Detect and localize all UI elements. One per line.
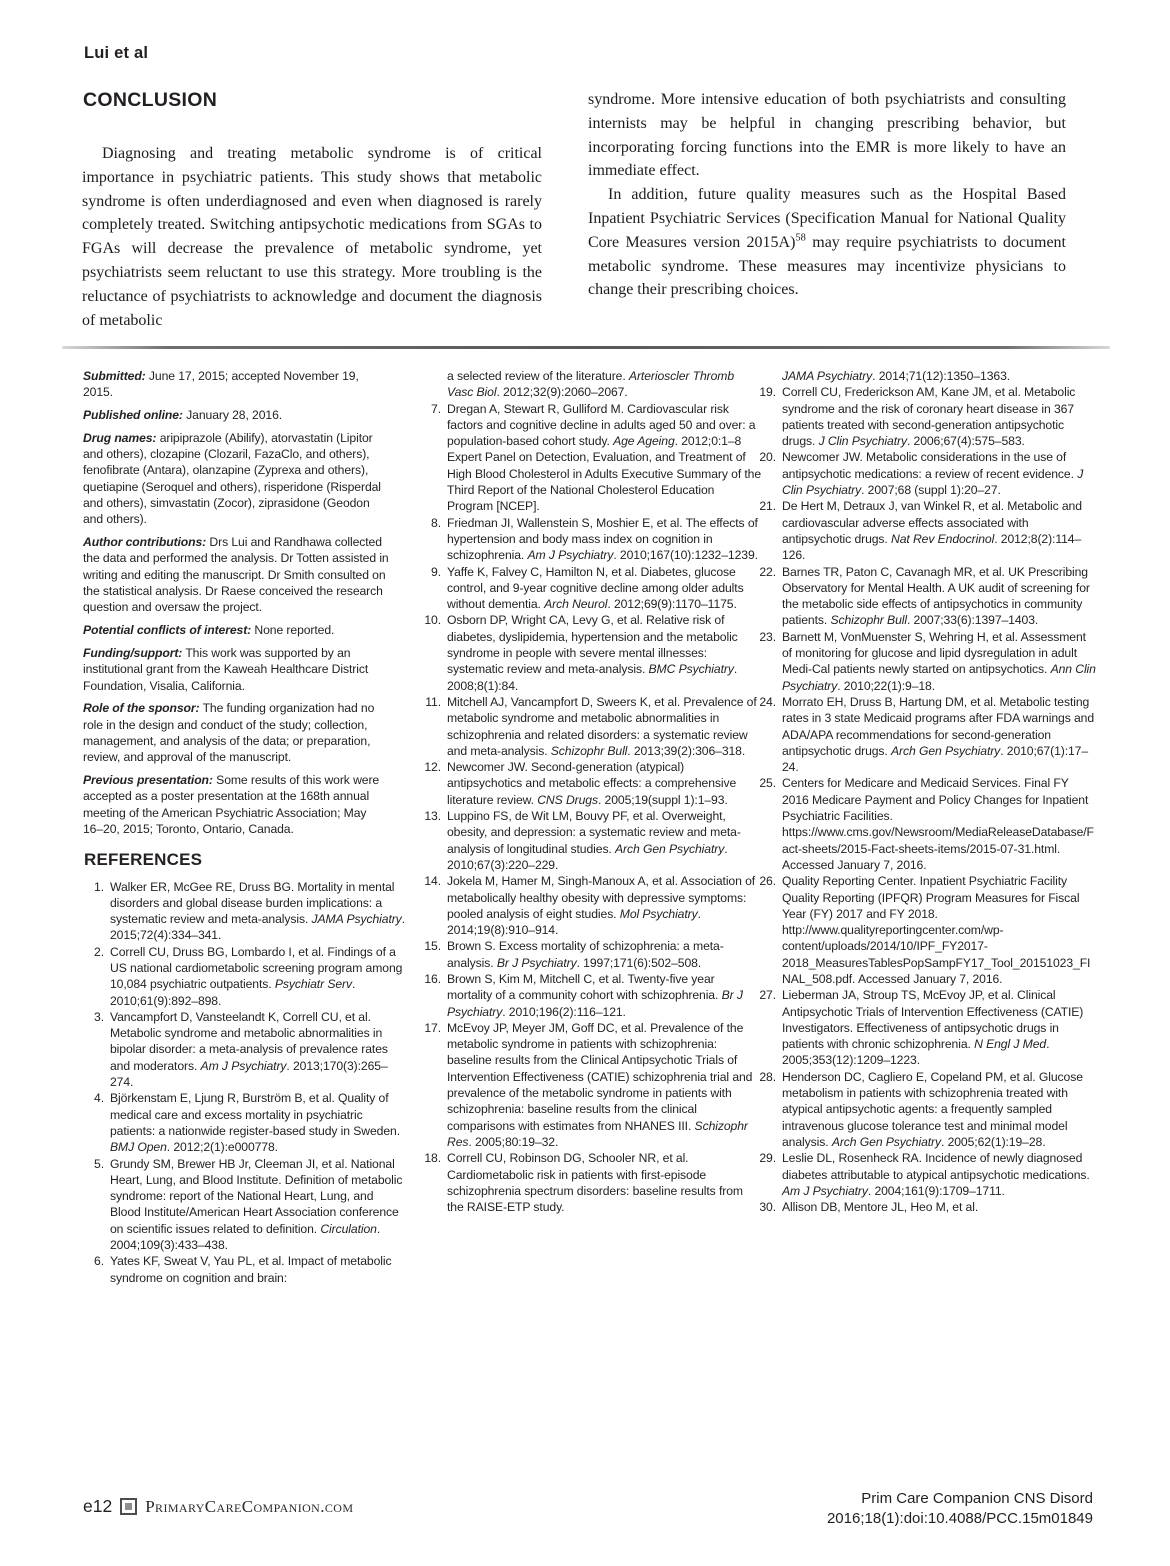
text-segment: Correll CU, Robinson DG, Schooler NR, et al. Cardiometabolic risk in patients with first-episode schizophrenia spectrum disorders: baseline results from the RAISE-ETP study. [447,1151,743,1215]
reference-text [782,565,1090,628]
text-segment: Grundy SM, Brewer HB Jr, Cleeman JI, et al. National Heart, Lung, and Blood Institute. Definition of metabolic syndrome: report of the National Heart, Lung, and Blood Institute/American Heart Association conference on scientific issues related to definition. [110,1156,403,1236]
text-segment: De Hert M, Detraux J, van Winkel R, et al. Metabolic and cardiovascular adverse effects associated with antipsychotic drugs. [782,499,1082,546]
reference-item [420,1020,762,1150]
conclusion-column-right [588,88,1066,302]
reference-number: 11. [425,694,441,709]
reference-number: 17. [424,1020,441,1035]
reference-text [110,1254,391,1284]
reference-text [782,499,1082,562]
reference-item [420,694,762,759]
references-column-2 [420,368,762,1215]
reference-number: 12. [424,760,441,775]
reference-item [420,938,762,971]
reference-number: 28. [759,1069,776,1084]
text-segment: . 2012;2(1):e000778. [166,1140,278,1155]
reference-text [447,1151,743,1214]
reference-item [420,873,762,938]
reference-text [782,695,1094,774]
text-segment: . 2006;67(4):575–583. [906,434,1025,449]
text-segment: Br J Psychiatry [447,988,743,1019]
reference-text [447,1021,752,1149]
text-segment: Leslie DL, Rosenheck RA. Incidence of newly diagnosed diabetes attributable to atypical antipsychotic medications. [782,1151,1090,1182]
reference-number: 30. [759,1200,776,1215]
reference-item [755,629,1097,694]
reference-continuation [420,368,762,401]
text-segment: . 2013;39(2):306–318. [627,743,746,758]
text-segment: . 2010;67(3):220–229. [447,841,728,872]
text-segment: . 2012;69(9):1170–1175. [607,597,737,612]
reference-number: 27. [759,988,776,1003]
reference-text [447,874,755,937]
text-segment: Diagnosing and treating metabolic syndrome is of critical importance in psychiatric patients. This study shows that metabolic syndrome is often underdiagnosed and even when diagnosed is rarely completely treated. Switching antipsychotic medications from SGAs to FGAs will decrease the prevalence of metabolic syndrome, yet psychiatrists seem reluctant to use this strategy. More troubling is the reluctance of psychiatrists to acknowledge and document the diagnosis of metabolic [82,145,542,329]
text-segment: McEvoy JP, Meyer JM, Goff DC, et al. Prevalence of the metabolic syndrome in patients with schizophrenia: baseline results from the Clinical Antipsychotic Trials of Intervention Effectiveness (CATIE) schizophrenia trial and prevalence of the metabolic syndrome in patients with schizophrenia: baseline results from the clinical comparisons with estimates from NHANES III. [447,1020,753,1133]
text-segment: Quality Reporting Center. Inpatient Psychiatric Facility Quality Reporting (IPFQR) Program Measures for Fiscal Year (FY) 2017 and FY 2018. http://www.qualityreportingcenter.com/wp-content/uploads/2014/10/IPF_FY2017-2018_MeasuresTablesPopSampFY17_Tool_20151023_FINAL_508.pdf. Accessed January 7, 2016. [782,874,1091,986]
reference-number: 5. [94,1156,104,1171]
text-segment: Age Ageing [613,434,675,449]
conclusion-paragraph [82,142,542,332]
reference-text [447,565,744,612]
reference-item [755,564,1097,629]
reference-number: 14. [424,874,441,889]
reference-number: 7. [431,401,441,416]
reference-item [83,1009,407,1090]
note-label: Submitted: [83,369,146,383]
text-segment: In addition, future quality measures such as the Hospital Based Inpatient Psychiatric Services (Specification Manual for National Quality Core Measures version 2015A) [588,186,1066,251]
text-segment: Centers for Medicare and Medicaid Services. Final FY 2016 Medicare Payment and Policy Changes for Inpatient Psychiatric Facilities. https://www.cms.gov/Newsroom/MediaReleaseDatabase/Fact-sheets/2015-Fact-sheets-items/2015-07-31.html. Accessed January 7, 2016. [782,776,1094,872]
reference-superscript: 58 [795,232,806,244]
references-list-column-2 [420,368,762,1215]
reference-number: 29. [759,1151,776,1166]
reference-item [755,1199,1097,1215]
journal-website: PrimaryCareCompanion.com [145,1496,354,1516]
reference-number: 22. [759,564,776,579]
reference-number: 3. [94,1009,104,1024]
text-segment: . 2014;71(12):1350–1363. [872,369,1011,383]
text-segment: . 2010;196(2):116–121. [502,1004,626,1019]
text-segment: Barnes TR, Paton C, Cavanagh MR, et al. UK Prescribing Observatory for Mental Health. A UK audit of screening for the metabolic side effects of antipsychotics in community patients. [782,564,1090,628]
text-segment: . 2010;167(10):1232–1239. [613,548,758,563]
text-segment: Allison DB, Mentore JL, Heo M, et al. [782,1200,979,1215]
footer-left [83,1496,353,1517]
article-note: Role of the sponsor: The funding organization had no role in the design and conduct of the study; collection, management, and analysis of the data; or preparation, review, and approval of the manuscript. [83,701,375,765]
reference-number: 2. [94,944,104,959]
text-segment: Arterioscler Thromb Vasc Biol [447,369,735,400]
text-segment: Newcomer JW. Metabolic considerations in the use of antipsychotic medications: a review of recent evidence. [782,450,1078,481]
text-segment: . 2010;22(1):9–18. [837,678,936,693]
reference-text [782,1200,978,1214]
text-segment: . 2010;61(9):892–898. [110,977,356,1008]
note-label: Potential conflicts of interest: [83,623,252,638]
text-segment: Psychiatr Serv [274,977,352,992]
reference-item [83,879,407,944]
reference-item [83,1090,407,1155]
text-segment: Henderson DC, Cagliero E, Copeland PM, et al. Glucose metabolism in patients with schizophrenia treated with atypical antipsychotic agents: a frequently sampled intravenous glucose tolerance test and minimal model analysis. [782,1069,1083,1149]
reference-item [83,944,407,1009]
reference-text [447,695,757,758]
article-note: Drug names: aripiprazole (Abilify), atorvastatin (Lipitor and others), clozapine (Clozaril, FazaClo, and others), fenofibrate (Antara), olanzapine (Zyprexa and others), quetiapine (Seroquel and others), risperidone (Risperdal and others), simvastatin (Zocor), ziprasidone (Geodon and others). [83,430,381,527]
reference-continuation [755,368,1097,384]
reference-text [110,1091,400,1154]
reference-item [420,808,762,873]
reference-text [447,939,724,969]
running-head: Lui et al [84,44,149,62]
text-segment: J Clin Psychiatry [818,434,907,449]
article-note: Funding/support: This work was supported by an institutional grant from the Kaweah Healthcare District Foundation, Visalia, California. [83,645,369,693]
text-segment: Arch Gen Psychiatry [891,743,1001,758]
reference-number: 9. [431,564,441,579]
note-label: Role of the sponsor: [83,701,200,716]
article-note: Published online: January 28, 2016. [83,408,283,423]
reference-item [755,873,1097,987]
reference-text [110,880,405,943]
reference-number: 18. [424,1151,441,1166]
reference-number: 10. [424,613,441,628]
note-label: Author contributions: [83,535,207,550]
text-segment: Friedman JI, Wallenstein S, Moshier E, et al. The effects of hypertension and body mass index on cognition in schizophrenia. [447,515,758,563]
references-list-column-1 [83,879,407,1286]
text-segment: JAMA Psychiatry [782,369,873,383]
text-segment: syndrome. More intensive education of both psychiatrists and consulting internists may be helpful in changing prescribing behavior, but incorporating forcing functions into the EMR is more likely to have an immediate effect. [588,91,1066,180]
note-label: Previous presentation: [83,773,213,788]
text-segment: . 2004;109(3):433–438. [110,1221,381,1253]
reference-number: 19. [759,385,776,400]
reference-number: 15. [424,939,441,954]
text-segment: Lieberman JA, Stroup TS, McEvoy JP, et al. Clinical Antipsychotic Trials of Intervention Effectiveness (CATIE) Investigators. Effectiveness of antipsychotic drugs in patients with chronic schizophrenia. [782,988,1084,1052]
references-heading: REFERENCES [84,850,203,870]
text-segment: . 2005;80:19–32. [468,1134,559,1149]
journal-logo-icon [120,1498,137,1515]
reference-text [782,450,1083,497]
article-note: Submitted: June 17, 2015; accepted November 19, 2015. [83,369,359,400]
reference-text [447,402,761,514]
journal-name: Prim Care Companion CNS Disord [861,1490,1093,1507]
reference-number: 23. [759,629,776,644]
text-segment: Morrato EH, Druss B, Hartung DM, et al. Metabolic testing rates in 3 state Medicaid programs after FDA warnings and ADA/APA recommendations for second-generation antipsychotic drugs. [782,694,1095,758]
text-segment: Brown S. Excess mortality of schizophrenia: a meta-analysis. [447,939,724,970]
text-segment: Newcomer JW. Second-generation (atypical) antipsychotics and metabolic effects: a comprehensive literature review. [447,760,737,807]
footer-right [827,1489,1093,1528]
reference-item [755,987,1097,1068]
reference-item [755,694,1097,775]
note-label: Drug names: [83,430,157,445]
text-segment: Luppino FS, de Wit LM, Bouvy PF, et al. Overweight, obesity, and depression: a systematic review and meta-analysis of longitudinal studies. [447,809,741,856]
reference-item [420,564,762,613]
reference-item [83,1253,407,1286]
text-segment: Yates KF, Sweat V, Yau PL, et al. Impact of metabolic syndrome on cognition and brain: [110,1254,392,1285]
reference-text [447,972,743,1019]
reference-item [755,384,1097,449]
text-segment: . 2012;0:1–8 Expert Panel on Detection, Evaluation, and Treatment of High Blood Cholesterol in Adults Executive Summary of the Third Report of the National Cholesterol Education Program [NCEP]. [447,434,762,514]
reference-number: 8. [431,515,441,530]
article-notes [83,368,407,837]
text-segment: N Engl J Med [974,1037,1047,1052]
reference-number: 1. [94,879,104,894]
text-segment: Schizophr Bull [550,743,628,758]
reference-text [447,516,758,563]
reference-text [782,385,1075,448]
text-segment: Osborn DP, Wright CA, Levy G, et al. Relative risk of diabetes, dyslipidemia, hypertension and the metabolic syndrome in people with severe mental illnesses: systematic review and meta-analysis. [447,613,738,677]
text-segment: . 1997;171(6):502–508. [576,955,702,970]
page-number: e12 [83,1496,113,1516]
text-segment: Yaffe K, Falvey C, Hamilton N, et al. Diabetes, glucose control, and 9-year cognitive decline among older adults without dementia. [447,564,744,612]
text-segment: Vancampfort D, Vansteelandt K, Correll CU, et al. Metabolic syndrome and metabolic abnormalities in bipolar disorder: a meta-analysis of prevalence rates and moderators. [110,1009,388,1073]
reference-number: 4. [94,1091,104,1106]
text-segment: Jokela M, Hamer M, Singh-Manoux A, et al. Association of metabolically healthy obesity with depressive symptoms: pooled analysis of eight studies. [447,874,756,921]
article-note: Potential conflicts of interest: None reported. [83,623,335,638]
reference-item [755,449,1097,498]
reference-text [447,613,738,692]
reference-text [782,988,1083,1067]
reference-text [782,776,1094,871]
reference-number: 24. [759,694,776,709]
text-segment: JAMA Psychiatry [311,912,402,927]
text-segment: . 2010;67(1):17–24. [782,743,1089,775]
text-segment: Ann Clin Psychiatry [782,662,1096,693]
text-segment: a selected review of the literature. [447,369,629,383]
reference-item [755,775,1097,873]
text-segment: Brown S, Kim M, Mitchell C, et al. Twenty-five year mortality of a community cohort with schizophrenia. [447,971,722,1003]
text-segment: Schizophr Res [447,1118,748,1149]
reference-text [447,760,736,807]
conclusion-heading: CONCLUSION [83,89,218,111]
text-segment: BMJ Open [110,1140,167,1155]
reference-number: 25. [759,776,776,791]
text-segment: . 2008;8(1):84. [447,662,738,693]
text-segment: . 2012;32(9):2060–2067. [496,385,628,400]
reference-item [755,1150,1097,1199]
text-segment: . 2004;161(9):1709–1711. [867,1183,1005,1198]
text-segment: Björkenstam E, Ljung R, Burström B, et al. Quality of medical care and excess mortality in psychiatric patients: a nationwide register-based study in Sweden. [110,1091,400,1138]
text-segment: . 2015;72(4):334–341. [110,912,405,943]
reference-number: 21. [759,499,776,514]
note-label: Funding/support: [83,645,183,660]
section-divider-rule [62,346,1110,349]
text-segment: Mol Psychiatry [619,906,698,921]
text-segment: Arch Gen Psychiatry [615,841,725,856]
reference-item [755,1069,1097,1150]
text-segment: Circulation [320,1221,377,1236]
text-segment: Correll CU, Frederickson AM, Kane JM, et al. Metabolic syndrome and the risk of coronary heart disease in 367 patients treated with second-generation antipsychotic drugs. [782,385,1076,449]
reference-item [420,971,762,1020]
reference-text [782,874,1090,986]
text-segment: . 2007;68 (suppl 1):20–27. [861,483,1001,498]
reference-item [83,1156,407,1254]
reference-item [755,498,1097,563]
references-list-column-3 [755,368,1097,1215]
reference-number: 26. [759,874,776,889]
footnotes-and-references-column-1 [83,368,407,1286]
citation-doi: 2016;18(1):doi:10.4088/PCC.15m01849 [826,1509,1093,1527]
reference-item [420,401,762,515]
text-segment: may require psychiatrists to document metabolic syndrome. These measures may incentivize physicians to change their prescribing choices. [588,233,1066,299]
text-segment: Correll CU, Druss BG, Lombardo I, et al. Findings of a US national cardiometabolic screening program among 10,084 psychiatric outpatients. [110,944,403,992]
reference-item [420,612,762,693]
text-segment: Br J Psychiatry [496,955,577,970]
text-segment: Nat Rev Endocrinol [891,531,995,546]
text-segment: Arch Neurol [544,597,608,612]
text-segment: . 2005;19(suppl 1):1–93. [597,792,728,807]
text-segment: Am J Psychiatry [527,548,614,563]
references-column-3 [755,368,1097,1215]
reference-text [110,1010,388,1089]
reference-text [782,1070,1083,1149]
text-segment: . 2005;353(12):1209–1223. [782,1037,1050,1068]
article-note: Previous presentation: Some results of this work were accepted as a poster presentation at the 168th annual meeting of the American Psychiatric Association; May 16–20, 2015; Toronto, Ontario, Canada. [83,773,380,836]
text-segment: CNS Drugs [537,792,598,807]
reference-text [110,1157,402,1252]
article-note: Author contributions: Drs Lui and Randhawa collected the data and performed the analysis. Dr Totten assisted in writing and editing the manuscript. Dr Smith consulted on the statistical analysis. Dr Raese conceived the research question and oversaw the project. [83,535,389,615]
text-segment: Schizophr Bull [830,613,907,628]
reference-text [110,945,402,1008]
text-segment: Dregan A, Stewart R, Gulliford M. Cardiovascular risk factors and cognitive decline in adults aged 50 and over: a population-based cohort study. [447,401,756,449]
note-label: Published online: [83,408,183,423]
reference-number: 16. [424,971,441,986]
text-segment: J Clin Psychiatry [782,466,1084,498]
text-segment: Arch Gen Psychiatry [831,1134,941,1149]
text-segment: . 2013;170(3):265–274. [110,1058,388,1090]
reference-text [782,630,1096,693]
text-segment: Barnett M, VonMuenster S, Wehring H, et al. Assessment of monitoring for glucose and lipid dysregulation in adult Medi-Cal patients newly started on antipsychotics. [782,629,1086,677]
text-segment: BMC Psychiatry [648,662,734,677]
reference-text [447,809,741,872]
reference-number: 13. [424,809,441,824]
reference-number: 6. [94,1254,104,1269]
text-segment: . 2014;19(8):910–914. [447,906,701,938]
conclusion-column-left [82,142,542,332]
text-segment: . 2007;33(6):1397–1403. [906,613,1039,628]
text-segment: Walker ER, McGee RE, Druss BG. Mortality in mental disorders and global disease burden implications: a systematic review and meta-analysis. [110,879,395,927]
conclusion-paragraph [588,183,1066,302]
reference-number: 20. [759,450,776,465]
reference-item [420,759,762,808]
reference-item [420,1150,762,1215]
reference-text [782,1151,1090,1198]
reference-item [420,515,762,564]
text-segment: Mitchell AJ, Vancampfort D, Sweers K, et al. Prevalence of metabolic syndrome and metabolic abnormalities in schizophrenia and related disorders: a systematic review and meta-analysis. [447,694,757,758]
text-segment: . 2005;62(1):19–28. [941,1134,1046,1149]
text-segment: Am J Psychiatry [782,1183,868,1198]
text-segment: Am J Psychiatry [200,1058,287,1073]
text-segment: . 2012;8(2):114–126. [782,531,1082,563]
conclusion-paragraph [588,88,1066,183]
